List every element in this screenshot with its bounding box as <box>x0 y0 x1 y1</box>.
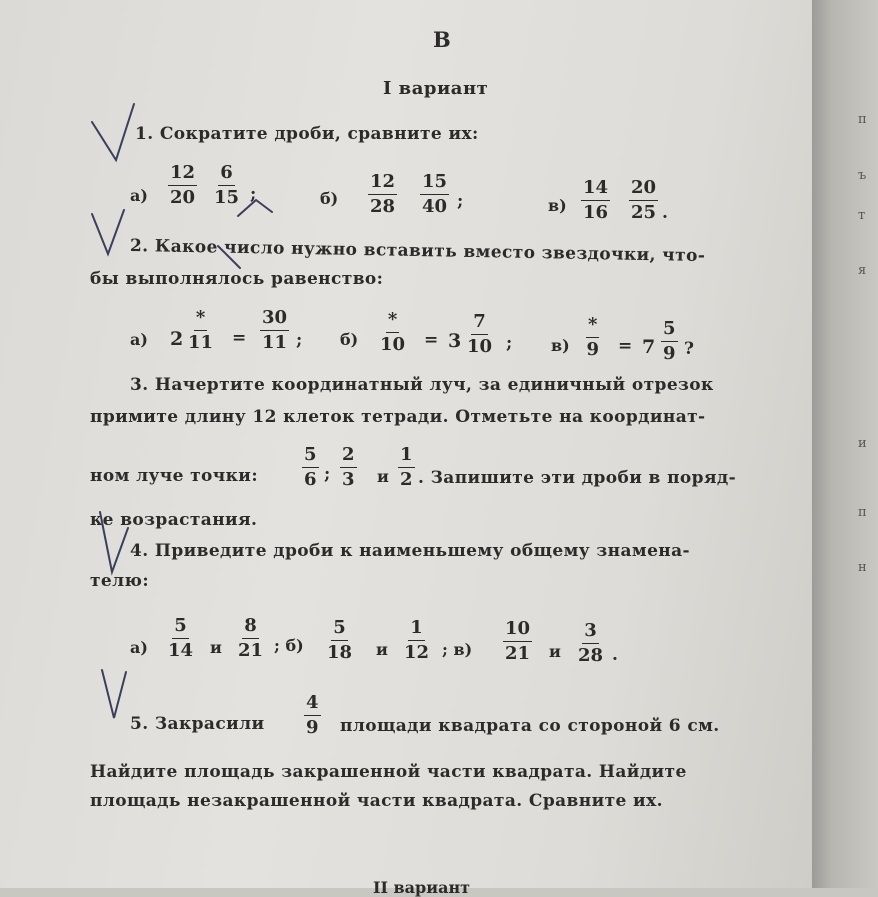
task2-line1: 2. Какое число нужно вставить вместо звездочки, что- <box>129 236 706 267</box>
section-letter: В <box>433 27 451 52</box>
numerator: 1 <box>408 619 425 641</box>
denominator: 18 <box>327 642 353 663</box>
checkmark-icon <box>92 104 134 160</box>
checkmark-icon <box>100 512 128 572</box>
numerator: 20 <box>629 179 658 201</box>
task3-line3-end: . Запишите эти дроби в поряд- <box>418 468 737 488</box>
edge-letter: п <box>858 112 867 127</box>
denominator: 28 <box>370 196 396 217</box>
numerator: * <box>194 309 207 331</box>
checkmark-icon <box>102 670 126 718</box>
separator: ; б) <box>274 636 304 655</box>
conjunction: и <box>549 642 561 661</box>
pen-stroke-icon <box>238 200 272 216</box>
task3-line3-start: ном луче точки: <box>90 466 258 486</box>
numerator: 5 <box>661 320 678 342</box>
denominator: 21 <box>238 640 264 661</box>
numerator: 7 <box>471 313 488 335</box>
numerator: 3 <box>582 622 599 644</box>
denominator: 6 <box>304 469 317 490</box>
denominator: 9 <box>586 339 599 360</box>
task3-line4: ке возрастания. <box>90 510 258 530</box>
conjunction: и <box>376 640 388 659</box>
denominator: 11 <box>188 332 214 353</box>
conjunction: и <box>377 467 389 486</box>
task5-start: 5. Закрасили <box>130 714 265 734</box>
task5-line3: площадь незакрашенной части квадрата. Сравните их. <box>90 791 663 811</box>
numerator: 5 <box>172 617 189 639</box>
numerator: 1 <box>398 446 415 468</box>
numerator: 5 <box>331 619 348 641</box>
numerator: 30 <box>260 309 289 331</box>
pen-stroke-icon <box>218 246 240 268</box>
task1-text: 1. Сократите дроби, сравните их: <box>135 124 479 144</box>
denominator: 12 <box>404 642 430 663</box>
punctuation: . <box>662 203 668 223</box>
denominator: 2 <box>400 469 413 490</box>
task2-line2: бы выполнялось равенство: <box>90 269 384 289</box>
punctuation: ; <box>324 464 331 484</box>
task3-line1: 3. Начертите координатный луч, за единичный отрезок <box>130 375 714 395</box>
conjunction: и <box>210 638 222 657</box>
edge-letter: и <box>858 436 867 451</box>
next-variant-heading: II вариант <box>373 878 471 897</box>
numerator: * <box>386 311 399 333</box>
whole-number: 3 <box>448 330 462 352</box>
numerator: * <box>586 316 599 338</box>
separator: ; в) <box>442 640 473 659</box>
whole-number: 7 <box>642 336 656 358</box>
denominator: 10 <box>467 336 493 357</box>
task4-line1: 4. Приведите дроби к наименьшему общему знамена- <box>130 541 691 561</box>
task4-line2: телю: <box>90 571 150 591</box>
numerator: 6 <box>218 164 235 186</box>
task2-a-label: а) <box>130 330 148 349</box>
variant-title: I вариант <box>383 78 489 99</box>
denominator: 9 <box>663 343 676 364</box>
edge-letter: н <box>858 560 867 575</box>
denominator: 25 <box>631 202 657 223</box>
numerator: 10 <box>503 620 532 642</box>
edge-letter: ъ <box>858 168 867 183</box>
numerator: 2 <box>340 446 357 468</box>
denominator: 21 <box>505 643 531 664</box>
punctuation: ; <box>506 333 513 353</box>
task5-line2: Найдите площадь закрашенной части квадрата. Найдите <box>90 762 687 782</box>
punctuation: ; <box>250 184 257 204</box>
task5-rest: площади квадрата со стороной 6 см. <box>340 716 720 736</box>
punctuation: ; <box>296 330 303 350</box>
equals-sign: = <box>424 330 439 350</box>
equals-sign: = <box>232 328 247 348</box>
checkmark-icon <box>92 210 124 254</box>
punctuation: ; <box>457 191 464 211</box>
denominator: 9 <box>306 717 319 738</box>
punctuation: . <box>612 645 618 665</box>
numerator: 14 <box>581 179 610 201</box>
denominator: 28 <box>578 645 604 666</box>
numerator: 4 <box>304 694 321 716</box>
task1-b-label: б) <box>320 189 339 208</box>
edge-letter: п <box>858 505 867 520</box>
equals-sign: = <box>618 336 633 356</box>
denominator: 11 <box>262 332 288 353</box>
punctuation: ? <box>684 339 694 359</box>
denominator: 14 <box>168 640 194 661</box>
whole-number: 2 <box>170 328 184 350</box>
denominator: 3 <box>342 469 355 490</box>
task1-v-label: в) <box>548 196 567 215</box>
task4-a-label: а) <box>130 638 148 657</box>
denominator: 15 <box>214 187 240 208</box>
task3-line2: примите длину 12 клеток тетради. Отметьте на координат- <box>90 407 706 427</box>
task2-v-label: в) <box>551 336 570 355</box>
numerator: 5 <box>302 446 319 468</box>
numerator: 12 <box>368 173 397 195</box>
numerator: 12 <box>168 164 197 186</box>
edge-letter: т <box>858 208 866 223</box>
edge-letter: я <box>858 263 867 278</box>
denominator: 16 <box>583 202 609 223</box>
denominator: 10 <box>380 334 406 355</box>
numerator: 8 <box>242 617 259 639</box>
task2-b-label: б) <box>340 330 359 349</box>
denominator: 40 <box>422 196 448 217</box>
denominator: 20 <box>170 187 196 208</box>
numerator: 15 <box>420 173 449 195</box>
task1-a-label: а) <box>130 186 148 205</box>
